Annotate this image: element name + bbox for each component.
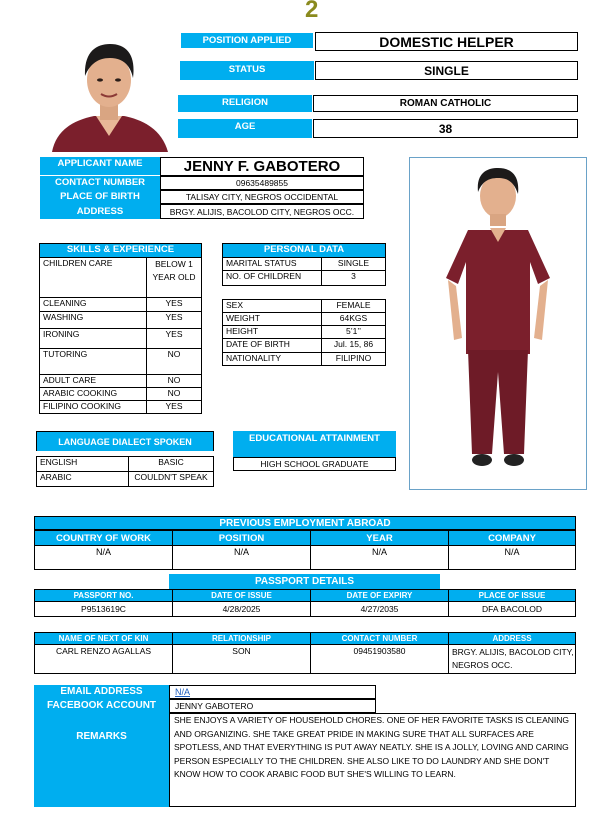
employment-year: N/A xyxy=(311,546,449,570)
sex-label: SEX xyxy=(223,300,322,313)
height-label: HEIGHT xyxy=(223,326,322,339)
email-value[interactable]: N/A xyxy=(169,685,376,699)
remarks-text: SHE ENJOYS A VARIETY OF HOUSEHOLD CHORES. ONE OF HER FAVORITE TASKS IS CLEANING AND ORGANIZING. SHE TAKE GREAT PRIDE IN MAKING SURE THAT ALL SURFACES ARE SPOTLESS, AND THAT EVERYTHING IS PUT AWAY NEATLY. SHE IS A JOLLY, LOVING AND CARING PERSON ESPECIALLY TO THE CHILDREN. SHE ALSO LIKE TO DO LAUNDRY AND SHE DON'T KNOW HOW TO COOK ARABIC FOOD BUT SHE'S WILLING TO LEARN. xyxy=(169,713,576,807)
kin-name: CARL RENZO AGALLAS xyxy=(35,645,173,674)
religion-value: ROMAN CATHOLIC xyxy=(313,95,578,112)
skill-adult-care: ADULT CARE xyxy=(40,375,147,388)
language-header: LANGUAGE DIALECT SPOKEN xyxy=(37,432,214,452)
remarks-label: REMARKS xyxy=(34,713,169,807)
skill-cleaning-value: YES xyxy=(147,298,202,312)
kin-col-name: NAME OF NEXT OF KIN xyxy=(35,633,173,645)
contact-number: 09635489855 xyxy=(160,176,364,190)
sex-value: FEMALE xyxy=(322,300,386,313)
age-label: AGE xyxy=(178,119,312,138)
personal-data-header: PERSONAL DATA xyxy=(223,244,386,258)
passport-issue-date: 4/28/2025 xyxy=(173,602,311,617)
position-value: DOMESTIC HELPER xyxy=(315,32,578,51)
employment-header: PREVIOUS EMPLOYMENT ABROAD xyxy=(34,516,576,530)
applicant-name-label: APPLICANT NAME xyxy=(40,157,160,176)
marital-status-label: MARITAL STATUS xyxy=(223,258,322,271)
skill-children-care-value: BELOW 1 YEAR OLD xyxy=(147,258,202,298)
place-of-birth-label: PLACE OF BIRTH xyxy=(40,190,160,204)
skill-ironing: IRONING xyxy=(40,329,147,349)
employment-col-year: YEAR xyxy=(311,531,449,546)
full-body-photo xyxy=(410,158,586,489)
nationality-label: NATIONALITY xyxy=(223,353,322,366)
skill-ironing-value: YES xyxy=(147,329,202,349)
skills-header: SKILLS & EXPERIENCE xyxy=(40,244,202,258)
skill-cleaning: CLEANING xyxy=(40,298,147,312)
education-header: EDUCATIONAL ATTAINMENT xyxy=(233,431,396,457)
kin-col-relationship: RELATIONSHIP xyxy=(173,633,311,645)
weight-value: 64KGS xyxy=(322,313,386,326)
page-number: 2 xyxy=(305,0,319,23)
skill-children-care: CHILDREN CARE xyxy=(40,258,147,298)
employment-position: N/A xyxy=(173,546,311,570)
height-value: 5’1’’ xyxy=(322,326,386,339)
passport-col-number: PASSPORT NO. xyxy=(35,590,173,602)
lang-arabic-level: COULDN'T SPEAK xyxy=(129,471,214,486)
personal-data-table xyxy=(222,243,386,366)
full-body-photo-frame xyxy=(409,157,587,490)
marital-status-value: SINGLE xyxy=(322,258,386,271)
passport-header: PASSPORT DETAILS xyxy=(169,574,440,589)
kin-contact: 09451903580 xyxy=(311,645,449,674)
headshot-photo xyxy=(44,40,174,152)
employment-col-country: COUNTRY OF WORK xyxy=(35,531,173,546)
skill-washing-value: YES xyxy=(147,312,202,329)
religion-label: RELIGION xyxy=(178,95,312,112)
facebook-value: JENNY GABOTERO xyxy=(169,699,376,713)
nationality-value: FILIPINO xyxy=(322,353,386,366)
passport-col-expiry: DATE OF EXPIRY xyxy=(311,590,449,602)
kin-col-address: ADDRESS xyxy=(449,633,576,645)
lang-arabic: ARABIC xyxy=(37,471,129,486)
place-of-birth: TALISAY CITY, NEGROS OCCIDENTAL xyxy=(160,190,364,204)
applicant-block xyxy=(40,157,364,220)
dob-label: DATE OF BIRTH xyxy=(223,339,322,353)
applicant-name: JENNY F. GABOTERO xyxy=(160,157,364,176)
skill-arabic-cooking-value: NO xyxy=(147,388,202,401)
kin-col-contact: CONTACT NUMBER xyxy=(311,633,449,645)
children-count-value: 3 xyxy=(322,271,386,286)
address: BRGY. ALIJIS, BACOLOD CITY, NEGROS OCC. xyxy=(160,204,364,219)
facebook-label: FACEBOOK ACCOUNT xyxy=(34,699,169,713)
kin-relationship: SON xyxy=(173,645,311,674)
employment-table xyxy=(34,530,576,570)
dob-value: Jul. 15, 86 xyxy=(322,339,386,353)
employment-country: N/A xyxy=(35,546,173,570)
lang-english: ENGLISH xyxy=(37,456,129,471)
skill-washing: WASHING xyxy=(40,312,147,329)
position-label: POSITION APPLIED xyxy=(180,32,314,49)
skill-filipino-cooking: FILIPINO COOKING xyxy=(40,401,147,414)
employment-company: N/A xyxy=(449,546,576,570)
kin-table xyxy=(34,632,576,674)
employment-col-position: POSITION xyxy=(173,531,311,546)
passport-number: P9513619C xyxy=(35,602,173,617)
language-table xyxy=(36,431,214,487)
email-label: EMAIL ADDRESS xyxy=(34,685,169,699)
age-value: 38 xyxy=(313,119,578,138)
passport-expiry-date: 4/27/2035 xyxy=(311,602,449,617)
weight-label: WEIGHT xyxy=(223,313,322,326)
kin-address: BRGY. ALIJIS, BACOLOD CITY, NEGROS OCC. xyxy=(449,645,576,674)
skill-arabic-cooking: ARABIC COOKING xyxy=(40,388,147,401)
contact-number-label: CONTACT NUMBER xyxy=(40,176,160,190)
passport-place-of-issue: DFA BACOLOD xyxy=(449,602,576,617)
skills-table xyxy=(39,243,202,414)
skill-tutoring-value: NO xyxy=(147,349,202,375)
status-value: SINGLE xyxy=(315,61,578,80)
passport-col-place: PLACE OF ISSUE xyxy=(449,590,576,602)
employment-col-company: COMPANY xyxy=(449,531,576,546)
education-value: HIGH SCHOOL GRADUATE xyxy=(233,457,396,471)
address-label: ADDRESS xyxy=(40,204,160,219)
personal-spacer xyxy=(223,286,322,300)
lang-english-level: BASIC xyxy=(129,456,214,471)
children-count-label: NO. OF CHILDREN xyxy=(223,271,322,286)
status-label: STATUS xyxy=(180,61,314,80)
personal-spacer-2 xyxy=(322,286,386,300)
skill-tutoring: TUTORING xyxy=(40,349,147,375)
passport-col-issue: DATE OF ISSUE xyxy=(173,590,311,602)
passport-table xyxy=(34,589,576,617)
skill-filipino-cooking-value: YES xyxy=(147,401,202,414)
skill-adult-care-value: NO xyxy=(147,375,202,388)
